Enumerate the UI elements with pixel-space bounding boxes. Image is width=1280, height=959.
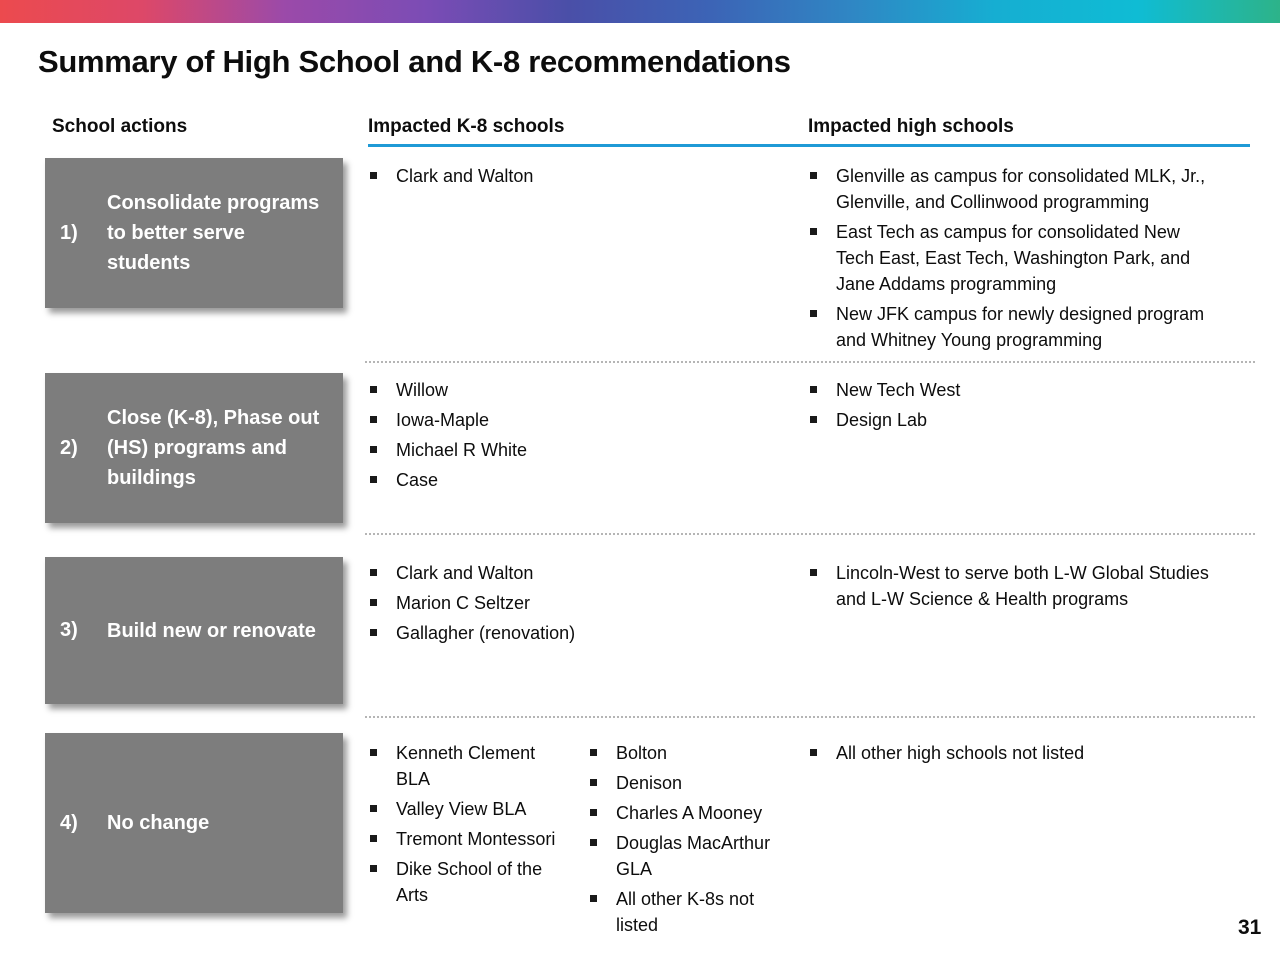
list-item-text: Iowa-Maple [396, 410, 490, 430]
top-gradient-bar [0, 0, 1280, 23]
bullet-square-icon [810, 310, 817, 317]
k8-list-row4-col2 [588, 740, 800, 942]
bullet-square-icon [590, 809, 597, 816]
list-item-text: Design Lab [836, 410, 928, 430]
list-item [368, 560, 768, 586]
list-item [368, 740, 568, 792]
list-item [368, 437, 768, 463]
list-item-text: Kenneth Clement BLA [396, 743, 536, 789]
bullet-square-icon [370, 835, 377, 842]
list-item [808, 407, 1213, 433]
bullet-square-icon [370, 569, 377, 576]
list-item-text: Tremont Montessori [396, 829, 556, 849]
action-label: Close (K-8), Phase out (HS) programs and buildings [107, 407, 320, 489]
bullet-square-icon [810, 416, 817, 423]
bullet-square-icon [810, 569, 817, 576]
bullet-square-icon [810, 172, 817, 179]
list-item [368, 826, 568, 852]
list-item [588, 830, 800, 882]
bullet-square-icon [370, 749, 377, 756]
k8-list-row2 [368, 377, 768, 497]
bullet-square-icon [370, 865, 377, 872]
list-item [368, 407, 768, 433]
column-header-impacted-k8: Impacted K-8 schools [368, 116, 565, 137]
page-title: Summary of High School and K-8 recommendations [38, 44, 791, 79]
bullet-square-icon [590, 839, 597, 846]
list-item-text: Lincoln-West to serve both L-W Global Studies and L-W Science & Health programs [836, 563, 1209, 609]
bullet-square-icon [370, 416, 377, 423]
hs-list-row4 [808, 740, 1213, 770]
list-item-text: Clark and Walton [396, 563, 534, 583]
list-item [368, 590, 768, 616]
list-item [368, 163, 768, 189]
list-item [368, 377, 768, 403]
list-item-text: East Tech as campus for consolidated New Tech East, East Tech, Washington Park, and Jane Addams programming [836, 222, 1191, 294]
list-item [808, 560, 1213, 612]
bullet-square-icon [370, 629, 377, 636]
action-number: 3) [60, 619, 78, 641]
bullet-square-icon [810, 228, 817, 235]
k8-list-row4-col1 [368, 740, 568, 912]
bullet-square-icon [370, 446, 377, 453]
action-box [45, 733, 343, 913]
list-item [808, 740, 1213, 766]
list-item [368, 796, 568, 822]
list-item-text: Gallagher (renovation) [396, 623, 576, 643]
list-item-text: Michael R White [396, 440, 528, 460]
list-item-text: Charles A Mooney [616, 803, 763, 823]
list-item-text: Clark and Walton [396, 166, 534, 186]
list-item [808, 377, 1213, 403]
action-label: No change [107, 812, 210, 834]
action-box [45, 158, 343, 308]
bullet-square-icon [590, 779, 597, 786]
list-item [368, 620, 768, 646]
bullet-square-icon [810, 386, 817, 393]
list-item-text: New JFK campus for newly designed program and Whitney Young programming [836, 304, 1205, 350]
hs-list-row3 [808, 560, 1213, 616]
action-label: Build new or renovate [107, 619, 316, 642]
list-item [588, 740, 800, 766]
dotted-separator [365, 533, 1255, 535]
list-item [368, 856, 568, 908]
bullet-square-icon [810, 749, 817, 756]
page-number: 31 [1238, 916, 1262, 939]
list-item-text: Glenville as campus for consolidated MLK, Jr., Glenville, and Collinwood programming [836, 166, 1206, 212]
list-item [808, 301, 1213, 353]
list-item-text: Douglas MacArthur GLA [616, 833, 771, 879]
dotted-separator [365, 716, 1255, 718]
action-label: Consolidate programs to better serve students [107, 192, 320, 274]
list-item [808, 163, 1213, 215]
list-item-text: All other high schools not listed [836, 743, 1085, 763]
list-item [588, 770, 800, 796]
action-number: 1) [60, 221, 78, 244]
bullet-square-icon [370, 386, 377, 393]
action-box [45, 373, 343, 523]
column-header-impacted-hs: Impacted high schools [808, 116, 1014, 137]
list-item-text: Case [396, 470, 439, 490]
hs-list-row1 [808, 163, 1213, 357]
action-number: 2) [60, 436, 78, 459]
list-item-text: Denison [616, 773, 683, 793]
list-item-text: All other K-8s not listed [616, 889, 755, 935]
action-box [45, 557, 343, 704]
bullet-square-icon [590, 749, 597, 756]
action-number: 4) [60, 811, 78, 834]
bullet-square-icon [590, 895, 597, 902]
list-item [368, 467, 768, 493]
list-item-text: New Tech West [836, 380, 961, 400]
list-item-text: Bolton [616, 743, 668, 763]
list-item-text: Willow [396, 380, 448, 400]
list-item-text: Valley View BLA [396, 799, 527, 819]
hs-list-row2 [808, 377, 1213, 437]
list-item-text: Marion C Seltzer [396, 593, 531, 613]
bullet-square-icon [370, 172, 377, 179]
column-header-school-actions: School actions [52, 116, 188, 137]
bullet-square-icon [370, 599, 377, 606]
k8-list-row3 [368, 560, 768, 650]
k8-list-row1 [368, 163, 768, 193]
list-item [588, 886, 800, 938]
header-underline [368, 144, 1250, 147]
bullet-square-icon [370, 805, 377, 812]
list-item [588, 800, 800, 826]
list-item-text: Dike School of the Arts [396, 859, 543, 905]
bullet-square-icon [370, 476, 377, 483]
list-item [808, 219, 1213, 297]
dotted-separator [365, 361, 1255, 363]
